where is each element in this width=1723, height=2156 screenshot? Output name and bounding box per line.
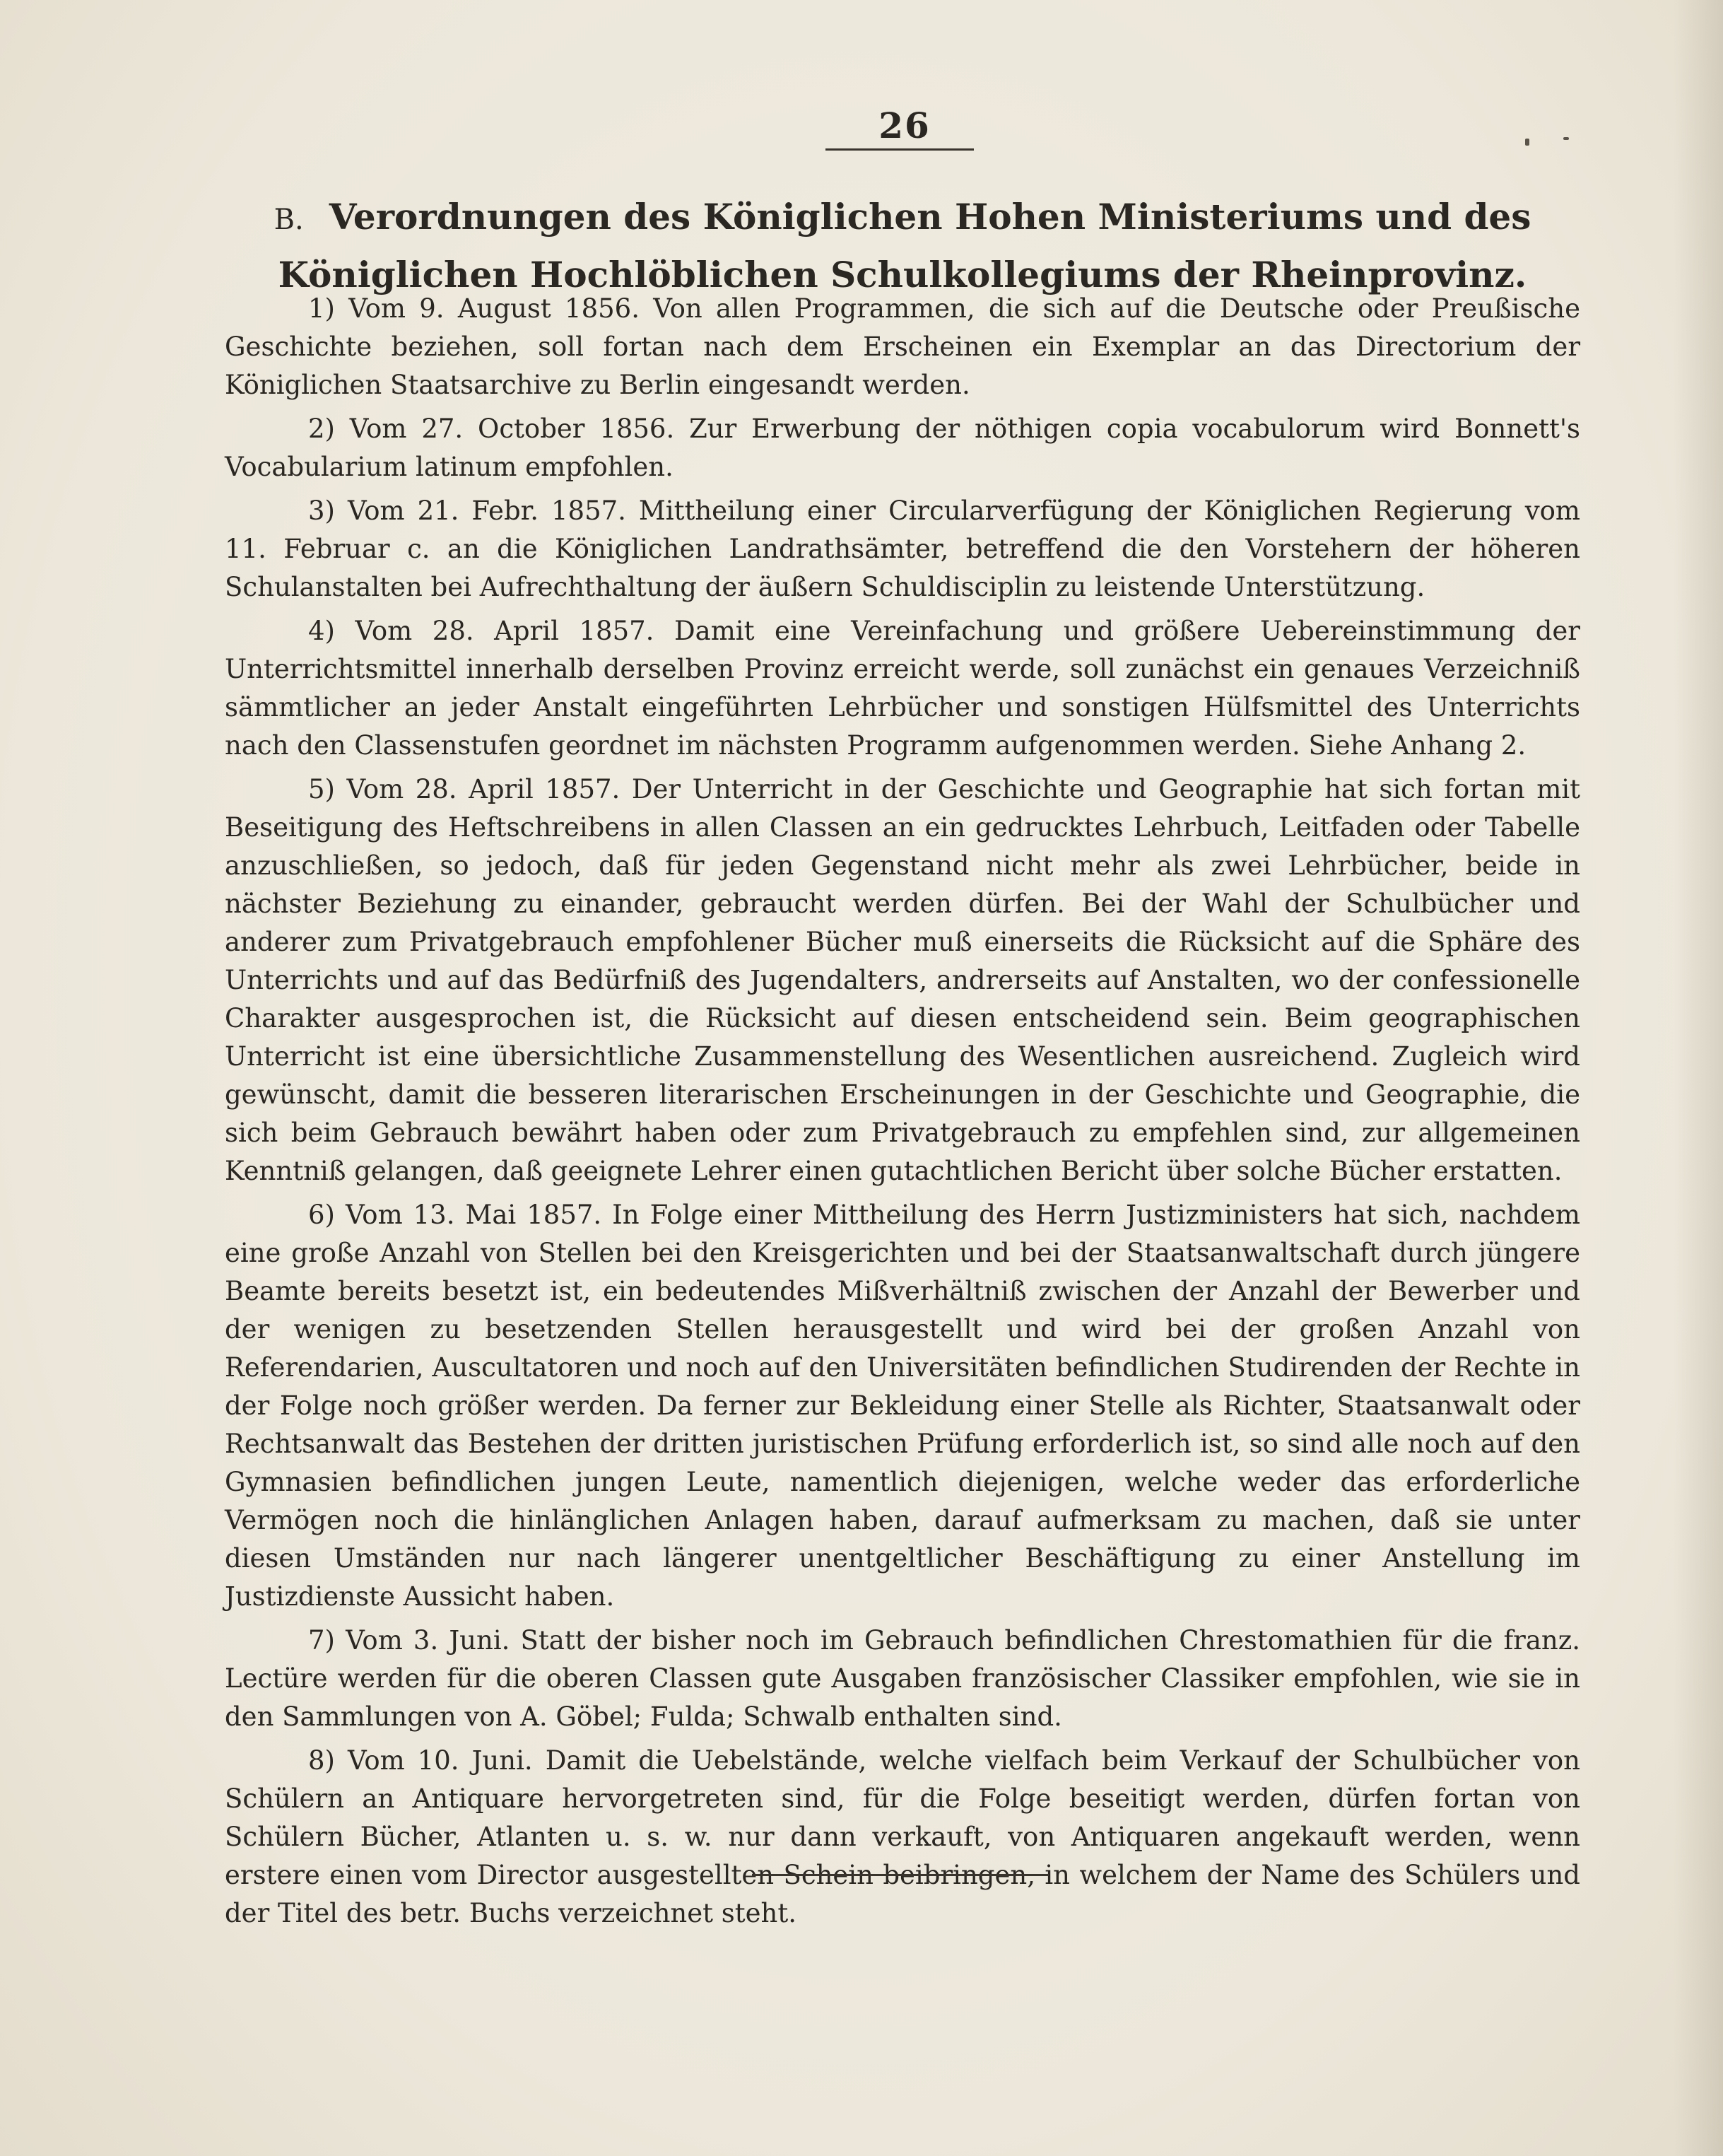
decree-list	[225, 290, 1580, 1938]
page-edge-shadow	[1674, 0, 1723, 2156]
ink-speck	[1563, 137, 1569, 140]
section-heading	[220, 189, 1584, 303]
decree-paragraph-5: 5) Vom 28. April 1857. Der Unterricht in der Geschichte und Geographie hat sich fortan mit Beseitigung des Heftschreibens in allen Classen an ein gedrucktes Lehrbuch, Leitfaden oder Tabelle anzuschließen, so jedoch, daß für jeden Gegenstand nicht mehr als zwei Lehrbücher, beide in nächster Beziehung zu einander, gebraucht werden dürfen. Bei der Wahl der Schulbücher und anderer zum Privatgebrauch empfohlener Bücher muß einerseits die Rücksicht auf die Sphäre des Unterrichts und auf das Bedürfniß des Jugendalters, andrerseits auf Anstalten, wo der confessionelle Charakter ausgesprochen ist, die Rücksicht auf diesen entscheidend sein. Beim geographischen Unterricht ist eine übersichtliche Zusammenstellung des Wesentlichen ausreichend. Zugleich wird gewünscht, damit die besseren literarischen Erscheinungen in der Geschichte und Geographie, die sich beim Gebrauch bewährt haben oder zum Privatgebrauch zu empfehlen sind, zur allgemeinen Kenntniß gelangen, daß geeignete Lehrer einen gutachtlichen Bericht über solche Bücher erstatten.	[225, 774, 1580, 1186]
closing-rule	[752, 1874, 1049, 1876]
decree-paragraph-7: 7) Vom 3. Juni. Statt der bisher noch im Gebrauch befindlichen Chrestomathien für die franz. Lectüre werden für die oberen Classen gute Ausgaben französischer Classiker empfohlen, wie sie in den Sammlungen von A. Göbel; Fulda; Schwalb enthalten sind.	[225, 1625, 1580, 1732]
section-title: Verordnungen des Königlichen Hohen Ministeriums und des Königlichen Hochlöblichen Schulkollegiums der Rheinprovinz.	[278, 196, 1531, 295]
section-marker: B.	[274, 204, 304, 236]
ink-speck	[1525, 139, 1529, 146]
page-number: 26	[878, 105, 931, 146]
decree-paragraph-2: 2) Vom 27. October 1856. Zur Erwerbung der nöthigen copia vocabulorum wird Bonnett's Vocabularium latinum empfohlen.	[225, 414, 1580, 482]
decree-paragraph-4: 4) Vom 28. April 1857. Damit eine Vereinfachung und größere Uebereinstimmung der Unterrichtsmittel innerhalb derselben Provinz erreicht werde, soll zunächst ein genaues Verzeichniß sämmtlicher an jeder Anstalt eingeführten Lehrbücher und sonstigen Hülfsmittel des Unterrichts nach den Classenstufen geordnet im nächsten Programm aufgenommen werden. Siehe Anhang 2.	[225, 616, 1580, 761]
decree-paragraph-1: 1) Vom 9. August 1856. Von allen Programmen, die sich auf die Deutsche oder Preußische Geschichte beziehen, soll fortan nach dem Erscheinen ein Exemplar an das Directorium der Königlichen Staatsarchive zu Berlin eingesandt werden.	[225, 293, 1580, 400]
decree-paragraph-8: 8) Vom 10. Juni. Damit die Uebelstände, welche vielfach beim Verkauf der Schulbücher von Schülern an Antiquare hervorgetreten sind, für die Folge beseitigt werden, dürfen fortan von Schülern Bücher, Atlanten u. s. w. nur dann verkauft, von Antiquaren angekauft werden, wenn erstere einen vom Director ausgestellten Schein beibringen, in welchem der Name des Schülers und der Titel des betr. Buchs verzeichnet steht.	[225, 1745, 1580, 1928]
decree-paragraph-3: 3) Vom 21. Febr. 1857. Mittheilung einer Circularverfügung der Königlichen Regierung vom 11. Februar c. an die Königlichen Landrathsämter, betreffend die den Vorstehern der höheren Schulanstalten bei Aufrechthaltung der äußern Schuldisciplin zu leistende Unterstützung.	[225, 496, 1580, 602]
page-number-rule	[825, 148, 974, 151]
decree-paragraph-6: 6) Vom 13. Mai 1857. In Folge einer Mittheilung des Herrn Justizministers hat sich, nachdem eine große Anzahl von Stellen bei den Kreisgerichten und bei der Staatsanwaltschaft durch jüngere Beamte bereits besetzt ist, ein bedeutendes Mißverhältniß zwischen der Anzahl der Bewerber und der wenigen zu besetzenden Stellen herausgestellt und wird bei der großen Anzahl von Referendarien, Auscultatoren und noch auf den Universitäten befindlichen Studirenden der Rechte in der Folge noch größer werden. Da ferner zur Bekleidung einer Stelle als Richter, Staatsanwalt oder Rechtsanwalt das Bestehen der dritten juristischen Prüfung erforderlich ist, so sind alle noch auf den Gymnasien befindlichen jungen Leute, namentlich diejenigen, welche weder das erforderliche Vermögen noch die hinlänglichen Anlagen haben, darauf aufmerksam zu machen, daß sie unter diesen Umständen nur nach längerer unentgeltlicher Beschäftigung zu einer Anstellung im Justizdienste Aussicht haben.	[225, 1200, 1580, 1612]
